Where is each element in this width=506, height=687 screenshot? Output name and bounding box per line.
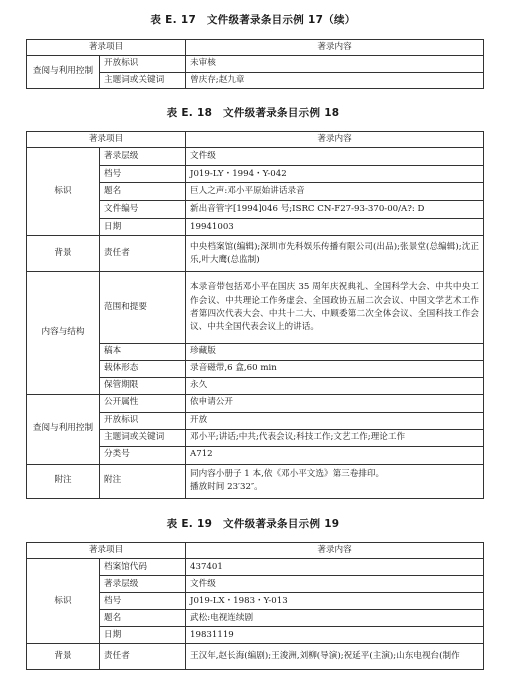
table19-sub: 题名: [100, 610, 186, 627]
table18-note-line: 播放时间 23′32″。: [190, 482, 263, 493]
table18-category-notes: 附注: [27, 464, 100, 498]
table18-value: 本录音带包括邓小平在国庆 35 周年庆祝典礼、全国科学大会、中共中央工作会议、中共理论工作务虚会、全国政协五届二次会议、中国文学艺术工作者第四次代表大会、中共十二大、中顾委第二次全体会议、全国科技工作会议、中共全国代表会议上的讲话。: [186, 272, 484, 344]
table17-header-item: 著录项目: [27, 40, 186, 56]
table18-header-content: 著录内容: [186, 132, 484, 148]
table19-value: 武松:电视连续剧: [186, 610, 484, 627]
table18-value: 录音磁带,6 盒,60 min: [186, 360, 484, 377]
table18-sub: 附注: [100, 464, 186, 498]
table19-value: 437401: [186, 559, 484, 576]
table19-category-identification: 标识: [27, 559, 100, 644]
table18-category-identification: 标识: [27, 148, 100, 236]
table18-value: A712: [186, 446, 484, 464]
table18-category-content: 内容与结构: [27, 272, 100, 394]
table19-sub: 著录层级: [100, 576, 186, 593]
table18-value: 开放: [186, 412, 484, 429]
table18-value: 文件级: [186, 148, 484, 166]
table18-sub: 主题词或关键词: [100, 429, 186, 446]
table17-value: 未审核: [186, 56, 484, 72]
table18-sub: 日期: [100, 219, 186, 236]
table18-value: 永久: [186, 377, 484, 394]
table18-sub: 责任者: [100, 236, 186, 272]
table18-value: 中央档案馆(编辑);深圳市先科娱乐传播有限公司(出品);张景堂(总编辑);沈正乐,叶大鹰(总监制): [186, 236, 484, 272]
table17-category: 查阅与利用控制: [27, 56, 100, 89]
table18-sub: 档号: [100, 166, 186, 183]
table18-sub: 分类号: [100, 446, 186, 464]
table19-category-background: 背景: [27, 644, 100, 670]
table18-value: 19941003: [186, 219, 484, 236]
table19-sub: 档号: [100, 593, 186, 610]
table18-sub: 文件编号: [100, 201, 186, 219]
table18-sub: 稿本: [100, 344, 186, 360]
table18-value: 巨人之声:邓小平原始讲话录音: [186, 183, 484, 201]
table18-sub: 题名: [100, 183, 186, 201]
table18-caption: 表 E. 18 文件级著录条目示例 18: [166, 107, 340, 119]
table18: [26, 131, 484, 499]
table17-value: 曾庆存;赵九章: [186, 72, 484, 88]
table17-header-content: 著录内容: [186, 40, 484, 56]
table18-value: 珍藏版: [186, 344, 484, 360]
table19-caption: 表 E. 19 文件级著录条目示例 19: [166, 518, 340, 530]
table18-header-item: 著录项目: [27, 132, 186, 148]
table18-category-access: 查阅与利用控制: [27, 394, 100, 464]
table19-value: J019-LX・1983・Y-013: [186, 593, 484, 610]
table18-sub: 著录层级: [100, 148, 186, 166]
table19-sub: 日期: [100, 627, 186, 644]
table19-header-item: 著录项目: [27, 543, 186, 559]
table19-value: 文件级: [186, 576, 484, 593]
table19: [26, 542, 484, 670]
table19-header-content: 著录内容: [186, 543, 484, 559]
table19-sub: 档案馆代码: [100, 559, 186, 576]
table19-value: 19831119: [186, 627, 484, 644]
table18-sub: 开放标识: [100, 412, 186, 429]
table18-value: 新出音管字[1994]046 号;ISRC CN-F27-93-370-00/A?: D: [186, 201, 484, 219]
table17-sub: 主题词或关键词: [100, 72, 186, 88]
table19-value: 王汉年,赵长海(编剧);王浚洲,刘柳(导演);祝延平(主演);山东电视台(制作: [186, 644, 484, 670]
table18-sub: 保管期限: [100, 377, 186, 394]
table18-sub: 范围和提要: [100, 272, 186, 344]
table18-value: 依申请公开: [186, 394, 484, 412]
table18-category-background: 背景: [27, 236, 100, 272]
table17-caption: 表 E. 17 文件级著录条目示例 17（续）: [150, 14, 356, 26]
table18-value: 邓小平;讲话;中共;代表会议;科技工作;文艺工作;理论工作: [186, 429, 484, 446]
table18-sub: 载体形态: [100, 360, 186, 377]
table17-sub: 开放标识: [100, 56, 186, 72]
table17: [26, 39, 484, 89]
table18-note-line: 同内容小册子 1 本,依《邓小平文选》第三卷排印。: [190, 468, 385, 479]
table19-sub: 责任者: [100, 644, 186, 670]
table18-value: J019-LY・1994・Y-042: [186, 166, 484, 183]
table18-sub: 公开属性: [100, 394, 186, 412]
table18-value: [186, 464, 484, 498]
